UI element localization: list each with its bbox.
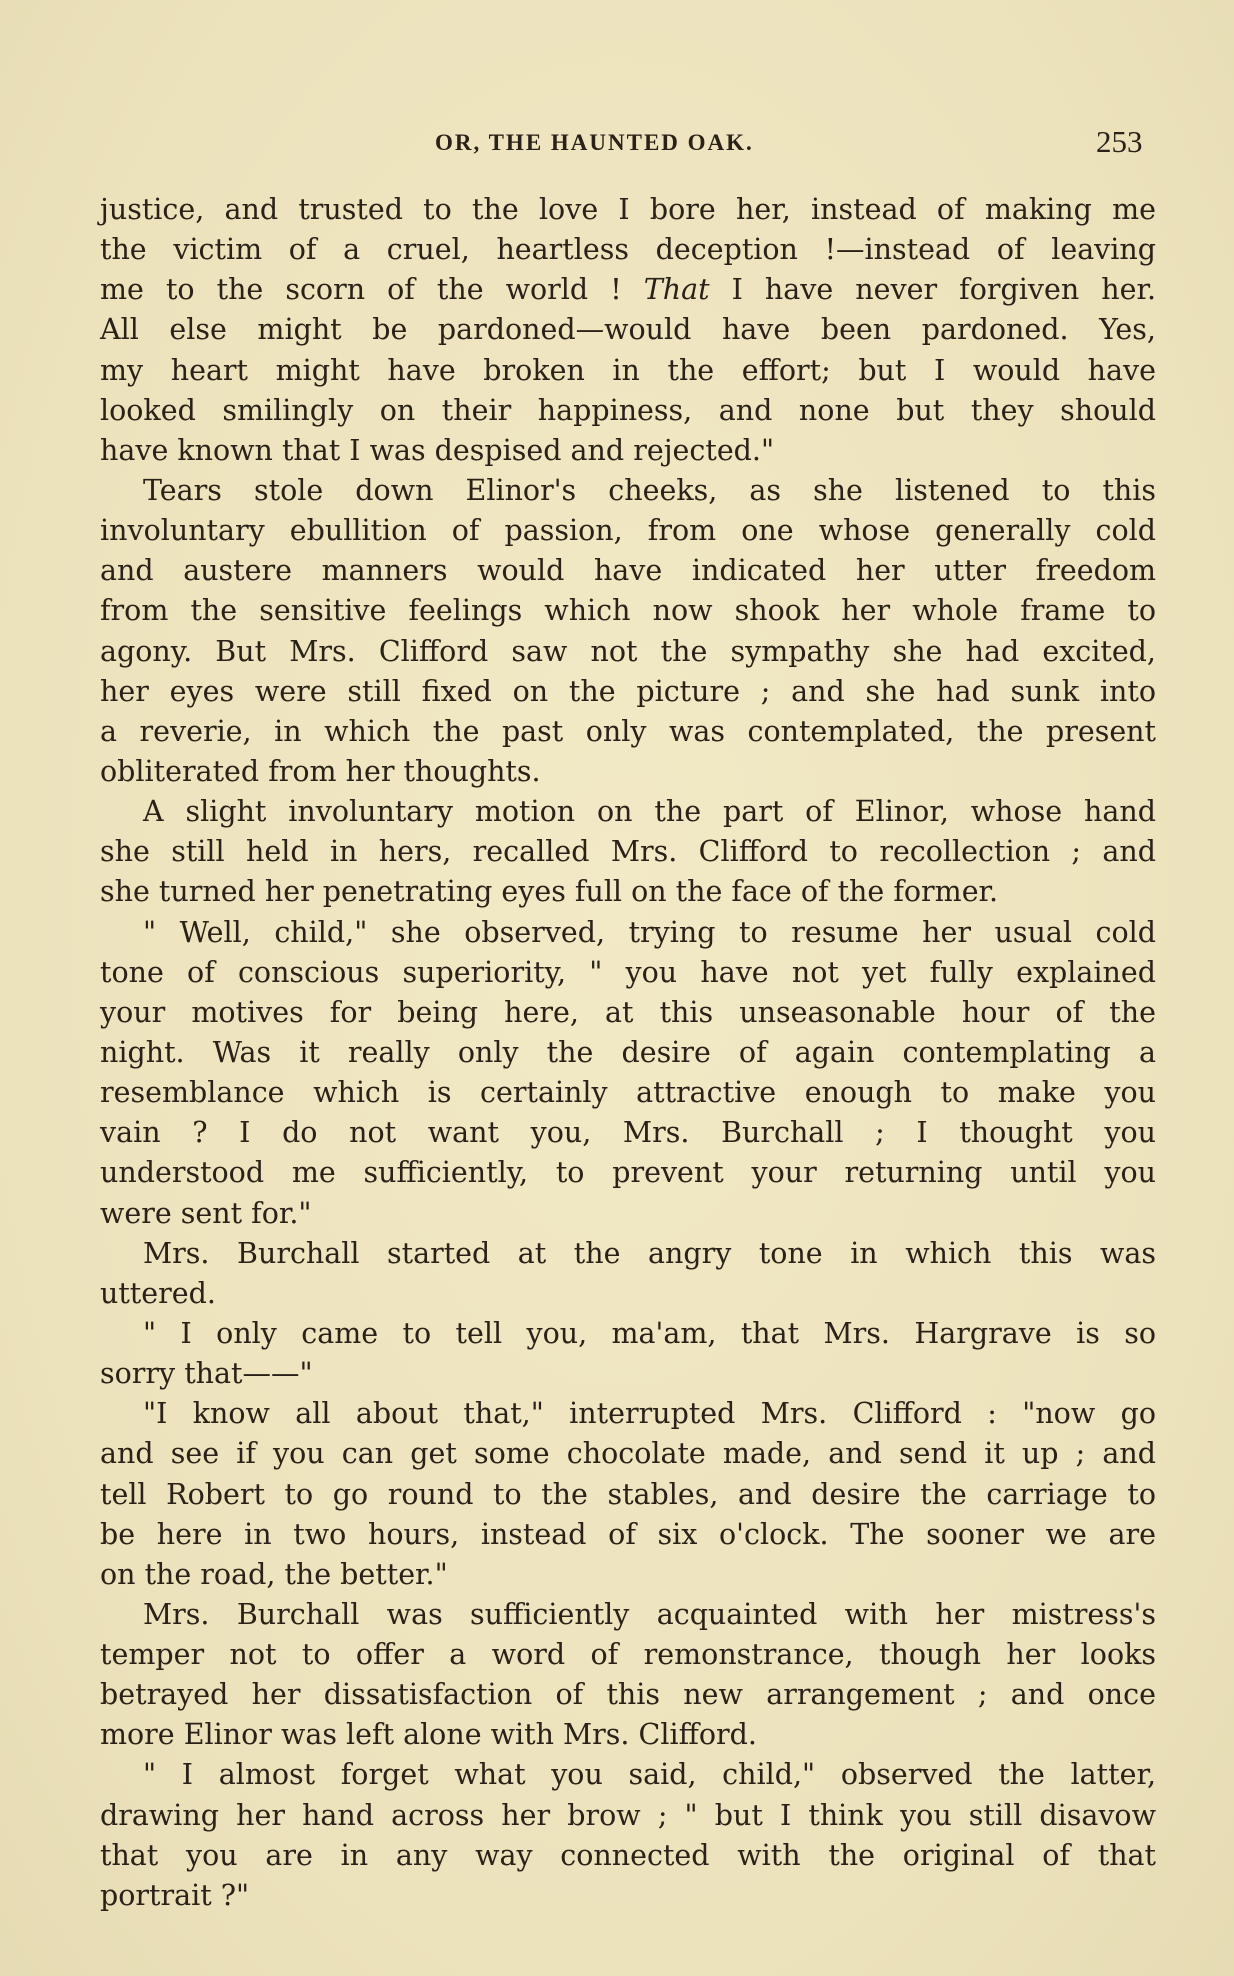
emphasis: That [643, 273, 710, 307]
page-number: 253 [1096, 124, 1143, 159]
body-text [100, 190, 1156, 1916]
text-line: her eyes were still fixed on the picture ; and she had sunk into [100, 674, 1156, 708]
text-line: betrayed her dissatisfaction of this new arrangement ; and once [100, 1678, 1156, 1712]
text-line: justice, and trusted to the love I bore her, instead of making me [100, 193, 1156, 226]
text-line: night. Was it really only the desire of again contemplating a [100, 1035, 1156, 1069]
text-line: that you are in any way connected with the original of that [100, 1838, 1156, 1872]
text-line: your motives for being here, at this unseasonable hour of the [100, 995, 1156, 1029]
text-line: have known that I was despised and rejected." [100, 433, 775, 467]
text-line: she still held in hers, recalled Mrs. Clifford to recollection ; and [100, 835, 1156, 869]
text-line: involuntary ebullition of passion, from one whose generally cold [100, 514, 1156, 548]
text-line: she turned her penetrating eyes full on the face of the former. [100, 875, 999, 909]
text-line: more Elinor was left alone with Mrs. Clifford. [100, 1718, 757, 1752]
text-line: be here in two hours, instead of six o'clock. The sooner we are [100, 1517, 1156, 1551]
text-line: were sent for." [100, 1196, 312, 1230]
text-line-part: me to the scorn of the world ! [100, 273, 644, 307]
text-line: " Well, child," she observed, trying to resume her usual cold [143, 915, 1156, 949]
text-line: tone of conscious superiority, " you have not yet fully explained [100, 955, 1156, 989]
text-line: A slight involuntary motion on the part of Elinor, whose hand [143, 795, 1156, 829]
text-line: resemblance which is certainly attractive enough to make you [100, 1076, 1156, 1110]
text-line: " I almost forget what you said, child," observed the latter, [143, 1758, 1156, 1792]
text-line: vain ? I do not want you, Mrs. Burchall ; I thought you [100, 1116, 1156, 1150]
text-line: Mrs. Burchall started at the angry tone in which this was [143, 1236, 1156, 1270]
text-line: from the sensitive feelings which now shook her whole frame to [100, 594, 1156, 628]
text-line: tell Robert to go round to the stables, and desire the carriage to [100, 1477, 1156, 1511]
text-line: obliterated from her thoughts. [100, 754, 541, 788]
text-line: Tears stole down Elinor's cheeks, as she listened to this [143, 473, 1156, 507]
text-line: temper not to offer a word of remonstrance, though her looks [100, 1638, 1156, 1672]
text-line: "I know all about that," interrupted Mrs. Clifford : "now go [143, 1397, 1156, 1431]
text-line: All else might be pardoned—would have been pardoned. Yes, [100, 313, 1156, 347]
text-line: a reverie, in which the past only was contemplated, the present [100, 714, 1156, 748]
text-line: my heart might have broken in the effort; but I would have [100, 353, 1156, 387]
text-line-part: I have never forgiven her. [709, 273, 1157, 307]
text-line: Mrs. Burchall was sufficiently acquainted with her mistress's [143, 1597, 1156, 1631]
text-line: " I only came to tell you, ma'am, that Mrs. Hargrave is so [143, 1316, 1156, 1350]
running-title: OR, THE HAUNTED OAK. [435, 130, 754, 155]
text-line: uttered. [100, 1276, 216, 1310]
text-line: drawing her hand across her brow ; " but I think you still disavow [100, 1798, 1156, 1832]
text-line: portrait ?" [100, 1878, 250, 1912]
text-line: the victim of a cruel, heartless deception !—instead of leaving [100, 233, 1156, 267]
text-line: understood me sufficiently, to prevent your returning until you [100, 1156, 1156, 1190]
text-line [100, 270, 1156, 310]
text-line: and austere manners would have indicated her utter freedom [100, 554, 1156, 588]
text-line: looked smilingly on their happiness, and none but they should [100, 393, 1156, 427]
text-line: sorry that——" [100, 1357, 313, 1391]
running-header [0, 124, 1234, 164]
text-line: and see if you can get some chocolate made, and send it up ; and [100, 1437, 1156, 1471]
text-line: on the road, the better." [100, 1557, 448, 1591]
text-line: agony. But Mrs. Clifford saw not the sympathy she had excited, [100, 634, 1156, 668]
